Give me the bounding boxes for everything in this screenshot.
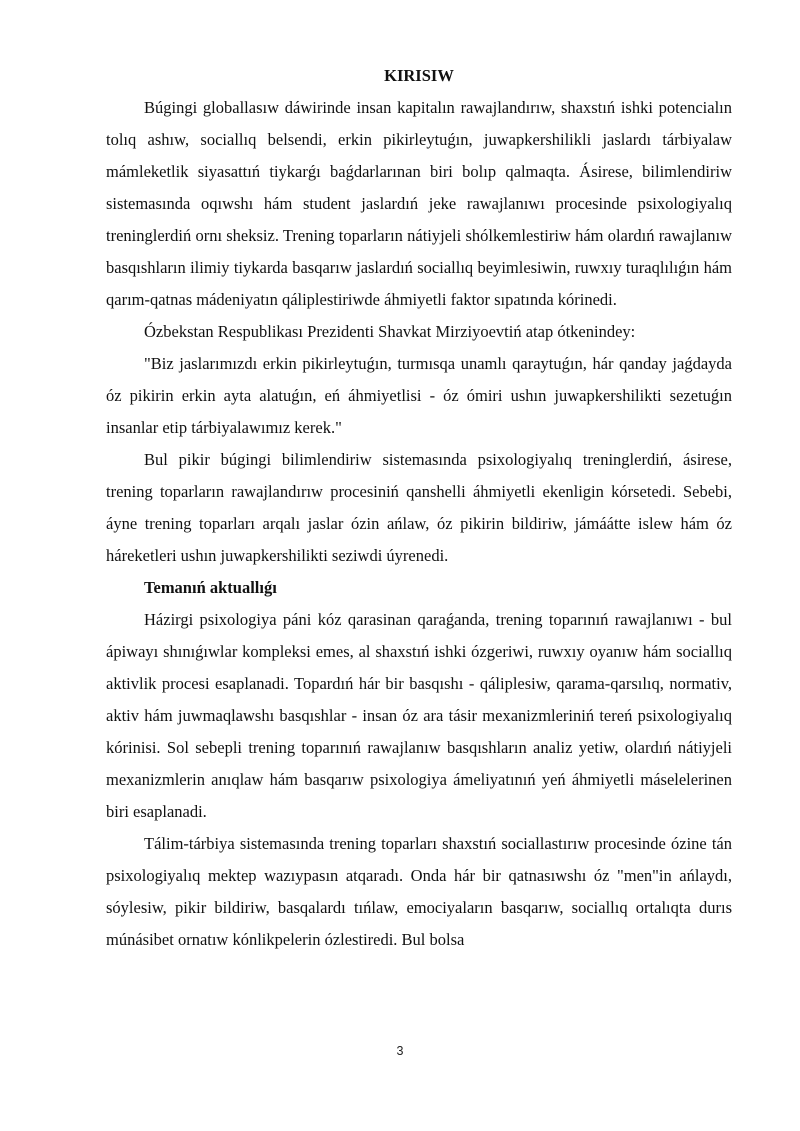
paragraph-quote-intro: Ózbekstan Respublikası Prezidenti Shavkat Mirziyoevtiń atap ótkenindey: — [144, 322, 636, 341]
paragraph-commentary: Bul pikir búgingi bilimlendiriw sistemasında psixologiyalıq treninglerdiń, ásirese, trening toparların rawajlandırıw procesiniń qanshelli áhmiyetli ekenligin kórsetedi. Sebebi, áyne trening toparları arqalı jaslar ózin ańlaw, óz pikirin bildiriw, jámáátte islew hám óz háreketleri ushın juwapkershilikti seziwdi úyrenedi. — [106, 450, 732, 565]
paragraph-education: Tálim-tárbiya sistemasında trening toparları shaxstıń sociallastırıw procesinde ózine tán psixologiyalıq mektep wazıypasın atqaradı. Onda hár bir qatnasıwshı óz "men"in ańlaydı, sóylesiw, pikir bildiriw, basqalardı tıńlaw, emociyaların basqarıw, sociallıq ortalıqta durıs múnásibet ornatıw kónlikpelerin ózlestiredi. Bul bolsa — [106, 834, 732, 949]
page-title: KIRISIW — [384, 66, 454, 85]
page-number: 3 — [396, 1044, 404, 1058]
section-heading: Temanıń aktuallıǵı — [144, 578, 277, 597]
page-content — [106, 60, 732, 956]
paragraph-relevance: Házirgi psixologiya páni kóz qarasinan qaraǵanda, trening toparınıń rawajlanıwı - bul ápiwayı shınıǵıwlar kompleksi emes, al shaxstıń ishki ózgeriwi, ruwxıy oyanıw hám sociallıq aktivlik procesi esaplanadi. Topardıń hár bir basqıshı - qáliplesiw, qarama-qarsılıq, normativ, aktiv hám juwmaqlawshı basqıshlar - insan óz ara tásir mexanizmleriniń tereń psixologiyalıq kórinisi. Sol sebepli trening toparınıń rawajlanıw basqıshların analiz yetiw, olardıń nátiyjeli mexanizmlerin anıqlaw hám basqarıw psixologiya ámeliyatınıń yeń áhmiyetli máselelerinen biri esaplanadi. — [106, 610, 732, 821]
paragraph-intro: Búgingi globallasıw dáwirinde insan kapitalın rawajlandırıw, shaxstıń ishki potencialın tolıq ashıw, sociallıq belsendi, erkin pikirleytuǵın, juwapkershilikli jaslardı tárbiyalaw mámleketlik siyasattıń tiykarǵı baǵdarlarınan biri bolıp qalmaqta. Ásirese, bilimlendiriw sistemasında oqıwshı hám student jaslardıń jeke rawajlanıwı procesinde psixologiyalıq treninglerdiń ornı sheksiz. Trening toparların nátiyjeli shólkemlestiriw hám olardıń rawajlanıw basqıshların ilimiy tiykarda basqarıw jaslardıń sociallıq beyimlesiwin, ruwxıy turaqlılıǵın hám qarım-qatnas mádeniyatın qáliplestiriwde áhmiyetli faktor sıpatında kórinedi. — [106, 98, 732, 309]
paragraph-quote: "Biz jaslarımızdı erkin pikirleytuǵın, turmısqa unamlı qaraytuǵın, hár qanday jaǵdayda óz pikirin erkin ayta alatuǵın, eń áhmiyetlisi - óz ómiri ushın juwapkershilikti sezetuǵın insanlar etip tárbiyalawımız kerek." — [106, 354, 732, 437]
